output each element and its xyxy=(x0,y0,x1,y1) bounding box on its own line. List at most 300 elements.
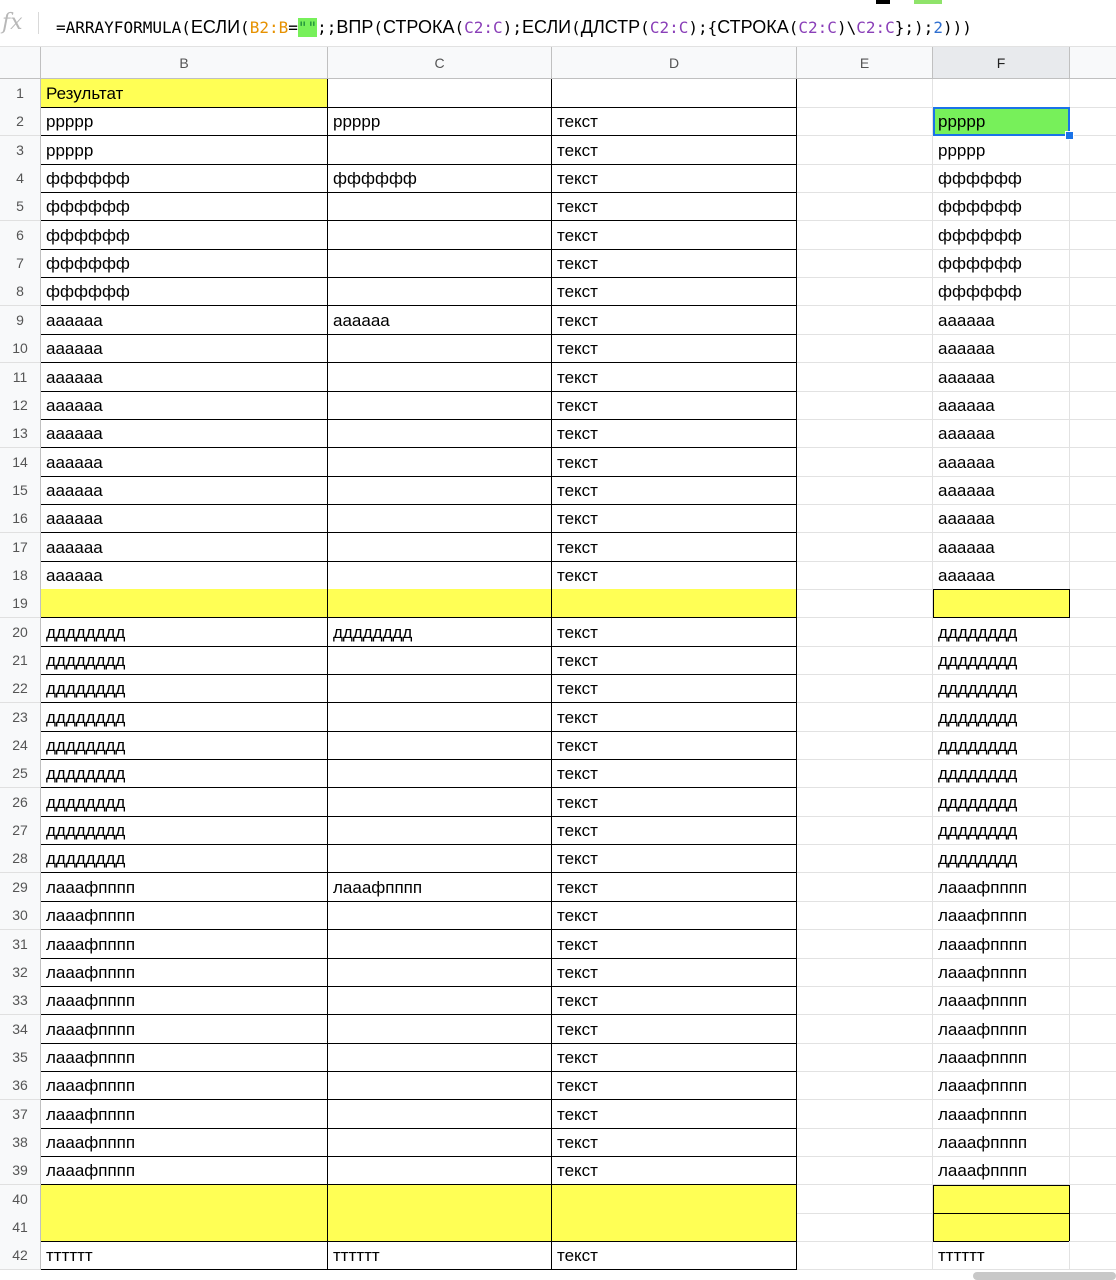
cell-b34[interactable]: лааафпппп xyxy=(41,1015,328,1044)
row-header-30[interactable]: 30 xyxy=(0,901,41,930)
cell-d38[interactable]: текст xyxy=(552,1128,797,1157)
cell-b39[interactable]: лааафпппп xyxy=(41,1156,328,1185)
row-header-17[interactable]: 17 xyxy=(0,533,41,562)
cell-c17[interactable] xyxy=(328,533,552,562)
cell-d16[interactable]: текст xyxy=(552,504,797,533)
cell-b35[interactable]: лааафпппп xyxy=(41,1043,328,1072)
cell-c10[interactable] xyxy=(328,334,552,363)
cell-overflow[interactable] xyxy=(1070,334,1116,363)
cell-f2[interactable]: ррррр xyxy=(933,107,1070,136)
row-header-33[interactable]: 33 xyxy=(0,986,41,1015)
cell-b8[interactable]: фффффф xyxy=(41,277,328,306)
row-header-39[interactable]: 39 xyxy=(0,1156,41,1185)
cell-c33[interactable] xyxy=(328,986,552,1015)
cell-f36[interactable]: лааафпппп xyxy=(933,1071,1070,1100)
cell-b4[interactable]: фффффф xyxy=(41,164,328,193)
row-header-1[interactable]: 1 xyxy=(0,79,41,108)
cell-b38[interactable]: лааафпппп xyxy=(41,1128,328,1157)
row-header-3[interactable]: 3 xyxy=(0,136,41,165)
row-header-5[interactable]: 5 xyxy=(0,192,41,221)
row-header-4[interactable]: 4 xyxy=(0,164,41,193)
cell-f29[interactable]: лааафпппп xyxy=(933,873,1070,902)
cell-b26[interactable]: дддддддд xyxy=(41,788,328,817)
cell-d5[interactable]: текст xyxy=(552,192,797,221)
row-header-41[interactable]: 41 xyxy=(0,1213,41,1242)
cell-e18[interactable] xyxy=(797,561,933,590)
cell-overflow[interactable] xyxy=(1070,1043,1116,1072)
cell-d1[interactable] xyxy=(552,79,797,108)
cell-overflow[interactable] xyxy=(1070,1185,1116,1214)
cell-d8[interactable]: текст xyxy=(552,277,797,306)
cell-c36[interactable] xyxy=(328,1071,552,1100)
cell-c3[interactable] xyxy=(328,136,552,165)
row-header-12[interactable]: 12 xyxy=(0,391,41,420)
cell-overflow[interactable] xyxy=(1070,873,1116,902)
cell-overflow[interactable] xyxy=(1070,79,1116,108)
cell-d27[interactable]: текст xyxy=(552,816,797,845)
cell-e42[interactable] xyxy=(797,1241,933,1270)
cell-e27[interactable] xyxy=(797,816,933,845)
cell-b41[interactable] xyxy=(41,1213,328,1242)
cell-f7[interactable]: фффффф xyxy=(933,249,1070,278)
row-header-21[interactable]: 21 xyxy=(0,646,41,675)
row-header-32[interactable]: 32 xyxy=(0,958,41,987)
cell-c23[interactable] xyxy=(328,703,552,732)
cell-d37[interactable]: текст xyxy=(552,1100,797,1129)
cell-f37[interactable]: лааафпппп xyxy=(933,1100,1070,1129)
cell-b19[interactable] xyxy=(41,589,328,618)
cell-b13[interactable]: аааааа xyxy=(41,419,328,448)
cell-c41[interactable] xyxy=(328,1213,552,1242)
cell-overflow[interactable] xyxy=(1070,618,1116,647)
cell-d39[interactable]: текст xyxy=(552,1156,797,1185)
cell-b28[interactable]: дддддддд xyxy=(41,844,328,873)
cell-d17[interactable]: текст xyxy=(552,533,797,562)
cell-overflow[interactable] xyxy=(1070,1071,1116,1100)
cell-f33[interactable]: лааафпппп xyxy=(933,986,1070,1015)
cell-c22[interactable] xyxy=(328,674,552,703)
cell-e22[interactable] xyxy=(797,674,933,703)
cell-overflow[interactable] xyxy=(1070,136,1116,165)
cell-b12[interactable]: аааааа xyxy=(41,391,328,420)
cell-b15[interactable]: аааааа xyxy=(41,476,328,505)
cell-b33[interactable]: лааафпппп xyxy=(41,986,328,1015)
row-header-29[interactable]: 29 xyxy=(0,873,41,902)
cell-c19[interactable] xyxy=(328,589,552,618)
cell-f25[interactable]: дддддддд xyxy=(933,759,1070,788)
cell-d18[interactable]: текст xyxy=(552,561,797,590)
cell-overflow[interactable] xyxy=(1070,363,1116,392)
cell-b1[interactable]: Результат xyxy=(41,79,328,108)
cell-overflow[interactable] xyxy=(1070,1128,1116,1157)
cell-d12[interactable]: текст xyxy=(552,391,797,420)
cell-b3[interactable]: ррррр xyxy=(41,136,328,165)
cell-overflow[interactable] xyxy=(1070,844,1116,873)
cell-b11[interactable]: аааааа xyxy=(41,363,328,392)
row-header-23[interactable]: 23 xyxy=(0,703,41,732)
cell-d10[interactable]: текст xyxy=(552,334,797,363)
cell-e17[interactable] xyxy=(797,533,933,562)
row-header-38[interactable]: 38 xyxy=(0,1128,41,1157)
cell-e9[interactable] xyxy=(797,306,933,335)
row-header-19[interactable]: 19 xyxy=(0,589,41,618)
column-header-c[interactable]: C xyxy=(328,47,552,79)
cell-e35[interactable] xyxy=(797,1043,933,1072)
cell-e12[interactable] xyxy=(797,391,933,420)
cell-d19[interactable] xyxy=(552,589,797,618)
cell-c31[interactable] xyxy=(328,930,552,959)
cell-e8[interactable] xyxy=(797,277,933,306)
cell-d2[interactable]: текст xyxy=(552,107,797,136)
cell-f3[interactable]: ррррр xyxy=(933,136,1070,165)
cell-e11[interactable] xyxy=(797,363,933,392)
cell-e36[interactable] xyxy=(797,1071,933,1100)
cell-e21[interactable] xyxy=(797,646,933,675)
cell-f11[interactable]: аааааа xyxy=(933,363,1070,392)
cell-b9[interactable]: аааааа xyxy=(41,306,328,335)
cell-f17[interactable]: аааааа xyxy=(933,533,1070,562)
cell-overflow[interactable] xyxy=(1070,504,1116,533)
cell-f15[interactable]: аааааа xyxy=(933,476,1070,505)
cell-b6[interactable]: фффффф xyxy=(41,221,328,250)
cell-d31[interactable]: текст xyxy=(552,930,797,959)
cell-c12[interactable] xyxy=(328,391,552,420)
cell-e3[interactable] xyxy=(797,136,933,165)
cell-e31[interactable] xyxy=(797,930,933,959)
row-header-9[interactable]: 9 xyxy=(0,306,41,335)
select-all-corner[interactable] xyxy=(0,47,41,79)
cell-c4[interactable]: фффффф xyxy=(328,164,552,193)
cell-f1[interactable] xyxy=(933,79,1070,108)
cell-f40[interactable] xyxy=(933,1185,1070,1214)
cell-c29[interactable]: лааафпппп xyxy=(328,873,552,902)
cell-overflow[interactable] xyxy=(1070,901,1116,930)
cell-d34[interactable]: текст xyxy=(552,1015,797,1044)
cell-d13[interactable]: текст xyxy=(552,419,797,448)
cell-c1[interactable] xyxy=(328,79,552,108)
cell-f32[interactable]: лааафпппп xyxy=(933,958,1070,987)
cell-d40[interactable] xyxy=(552,1185,797,1214)
cell-overflow[interactable] xyxy=(1070,1100,1116,1129)
cell-e29[interactable] xyxy=(797,873,933,902)
cell-c9[interactable]: аааааа xyxy=(328,306,552,335)
cell-d20[interactable]: текст xyxy=(552,618,797,647)
cell-c13[interactable] xyxy=(328,419,552,448)
cell-overflow[interactable] xyxy=(1070,476,1116,505)
cell-c42[interactable]: тттттт xyxy=(328,1241,552,1270)
cell-overflow[interactable] xyxy=(1070,391,1116,420)
cell-d26[interactable]: текст xyxy=(552,788,797,817)
cell-c14[interactable] xyxy=(328,448,552,477)
cell-b25[interactable]: дддддддд xyxy=(41,759,328,788)
cell-c15[interactable] xyxy=(328,476,552,505)
cell-e33[interactable] xyxy=(797,986,933,1015)
row-header-16[interactable]: 16 xyxy=(0,504,41,533)
row-header-27[interactable]: 27 xyxy=(0,816,41,845)
row-header-20[interactable]: 20 xyxy=(0,618,41,647)
formula-input[interactable]: =ARRAYFORMULA(ЕСЛИ(B2:B="";;ВПР(СТРОКА(C2:C);ЕСЛИ(ДЛСТР(C2:C);{СТРОКА(C2:C)\C2:C};);2))) xyxy=(56,17,972,37)
cell-d21[interactable]: текст xyxy=(552,646,797,675)
cell-c30[interactable] xyxy=(328,901,552,930)
fill-handle[interactable] xyxy=(1065,131,1074,140)
cell-c38[interactable] xyxy=(328,1128,552,1157)
cell-d7[interactable]: текст xyxy=(552,249,797,278)
cell-d25[interactable]: текст xyxy=(552,759,797,788)
cell-c25[interactable] xyxy=(328,759,552,788)
cell-e10[interactable] xyxy=(797,334,933,363)
cell-overflow[interactable] xyxy=(1070,731,1116,760)
cell-overflow[interactable] xyxy=(1070,986,1116,1015)
cell-f16[interactable]: аааааа xyxy=(933,504,1070,533)
cell-b40[interactable] xyxy=(41,1185,328,1214)
cell-overflow[interactable] xyxy=(1070,816,1116,845)
row-header-7[interactable]: 7 xyxy=(0,249,41,278)
cell-overflow[interactable] xyxy=(1070,561,1116,590)
cell-b31[interactable]: лааафпппп xyxy=(41,930,328,959)
cell-e38[interactable] xyxy=(797,1128,933,1157)
column-header-e[interactable]: E xyxy=(797,47,933,79)
cell-e23[interactable] xyxy=(797,703,933,732)
cell-b20[interactable]: дддддддд xyxy=(41,618,328,647)
cell-c11[interactable] xyxy=(328,363,552,392)
cell-e34[interactable] xyxy=(797,1015,933,1044)
cell-overflow[interactable] xyxy=(1070,221,1116,250)
cell-overflow[interactable] xyxy=(1070,1156,1116,1185)
cell-b10[interactable]: аааааа xyxy=(41,334,328,363)
cell-c16[interactable] xyxy=(328,504,552,533)
cell-c28[interactable] xyxy=(328,844,552,873)
cell-overflow[interactable] xyxy=(1070,646,1116,675)
cell-e41[interactable] xyxy=(797,1213,933,1242)
cell-overflow[interactable] xyxy=(1070,1213,1116,1242)
cell-d11[interactable]: текст xyxy=(552,363,797,392)
row-header-8[interactable]: 8 xyxy=(0,277,41,306)
cell-b42[interactable]: тттттт xyxy=(41,1241,328,1270)
cell-b17[interactable]: аааааа xyxy=(41,533,328,562)
cell-e30[interactable] xyxy=(797,901,933,930)
row-header-15[interactable]: 15 xyxy=(0,476,41,505)
cell-c6[interactable] xyxy=(328,221,552,250)
cell-d28[interactable]: текст xyxy=(552,844,797,873)
cell-d14[interactable]: текст xyxy=(552,448,797,477)
cell-b16[interactable]: аааааа xyxy=(41,504,328,533)
cell-d15[interactable]: текст xyxy=(552,476,797,505)
row-header-36[interactable]: 36 xyxy=(0,1071,41,1100)
row-header-24[interactable]: 24 xyxy=(0,731,41,760)
cell-d3[interactable]: текст xyxy=(552,136,797,165)
cell-b21[interactable]: дддддддд xyxy=(41,646,328,675)
cell-f12[interactable]: аааааа xyxy=(933,391,1070,420)
cell-e25[interactable] xyxy=(797,759,933,788)
cell-overflow[interactable] xyxy=(1070,306,1116,335)
cell-c27[interactable] xyxy=(328,816,552,845)
cell-f39[interactable]: лааафпппп xyxy=(933,1156,1070,1185)
cell-overflow[interactable] xyxy=(1070,703,1116,732)
cell-f5[interactable]: фффффф xyxy=(933,192,1070,221)
cell-f8[interactable]: фффффф xyxy=(933,277,1070,306)
column-header-b[interactable]: B xyxy=(41,47,328,79)
cell-e5[interactable] xyxy=(797,192,933,221)
cell-f13[interactable]: аааааа xyxy=(933,419,1070,448)
row-header-18[interactable]: 18 xyxy=(0,561,41,590)
cell-e37[interactable] xyxy=(797,1100,933,1129)
cell-c35[interactable] xyxy=(328,1043,552,1072)
cell-f42[interactable]: тттттт xyxy=(933,1241,1070,1270)
cell-e2[interactable] xyxy=(797,107,933,136)
cell-c24[interactable] xyxy=(328,731,552,760)
cell-e20[interactable] xyxy=(797,618,933,647)
cell-overflow[interactable] xyxy=(1070,107,1116,136)
cell-overflow[interactable] xyxy=(1070,277,1116,306)
cell-e16[interactable] xyxy=(797,504,933,533)
cell-f27[interactable]: дддддддд xyxy=(933,816,1070,845)
cell-c8[interactable] xyxy=(328,277,552,306)
cell-d24[interactable]: текст xyxy=(552,731,797,760)
cell-c34[interactable] xyxy=(328,1015,552,1044)
cell-overflow[interactable] xyxy=(1070,164,1116,193)
cell-e7[interactable] xyxy=(797,249,933,278)
cell-f38[interactable]: лааафпппп xyxy=(933,1128,1070,1157)
cell-e15[interactable] xyxy=(797,476,933,505)
cell-b37[interactable]: лааафпппп xyxy=(41,1100,328,1129)
cell-c21[interactable] xyxy=(328,646,552,675)
cell-b29[interactable]: лааафпппп xyxy=(41,873,328,902)
cell-f35[interactable]: лааафпппп xyxy=(933,1043,1070,1072)
cell-c40[interactable] xyxy=(328,1185,552,1214)
cell-overflow[interactable] xyxy=(1070,249,1116,278)
row-header-35[interactable]: 35 xyxy=(0,1043,41,1072)
row-header-31[interactable]: 31 xyxy=(0,930,41,959)
row-header-37[interactable]: 37 xyxy=(0,1100,41,1129)
cell-b7[interactable]: фффффф xyxy=(41,249,328,278)
cell-f34[interactable]: лааафпппп xyxy=(933,1015,1070,1044)
cell-overflow[interactable] xyxy=(1070,788,1116,817)
cell-d6[interactable]: текст xyxy=(552,221,797,250)
cell-b36[interactable]: лааафпппп xyxy=(41,1071,328,1100)
cell-overflow[interactable] xyxy=(1070,192,1116,221)
cell-e32[interactable] xyxy=(797,958,933,987)
cell-d29[interactable]: текст xyxy=(552,873,797,902)
cell-f9[interactable]: аааааа xyxy=(933,306,1070,335)
cell-f10[interactable]: аааааа xyxy=(933,334,1070,363)
cell-b14[interactable]: аааааа xyxy=(41,448,328,477)
cell-d32[interactable]: текст xyxy=(552,958,797,987)
cell-overflow[interactable] xyxy=(1070,759,1116,788)
cell-f22[interactable]: дддддддд xyxy=(933,674,1070,703)
cell-f19[interactable] xyxy=(933,589,1070,618)
cell-overflow[interactable] xyxy=(1070,674,1116,703)
cell-b5[interactable]: фффффф xyxy=(41,192,328,221)
row-header-28[interactable]: 28 xyxy=(0,844,41,873)
cell-c32[interactable] xyxy=(328,958,552,987)
cell-c26[interactable] xyxy=(328,788,552,817)
cell-overflow[interactable] xyxy=(1070,448,1116,477)
cell-b22[interactable]: дддддддд xyxy=(41,674,328,703)
row-header-14[interactable]: 14 xyxy=(0,448,41,477)
cell-d36[interactable]: текст xyxy=(552,1071,797,1100)
cell-overflow[interactable] xyxy=(1070,930,1116,959)
cell-f41[interactable] xyxy=(933,1213,1070,1242)
cell-f23[interactable]: дддддддд xyxy=(933,703,1070,732)
cell-d9[interactable]: текст xyxy=(552,306,797,335)
cell-f6[interactable]: фффффф xyxy=(933,221,1070,250)
cell-f30[interactable]: лааафпппп xyxy=(933,901,1070,930)
toolbar-color-swatch-black[interactable] xyxy=(876,0,890,4)
cell-c7[interactable] xyxy=(328,249,552,278)
cell-d41[interactable] xyxy=(552,1213,797,1242)
cell-overflow[interactable] xyxy=(1070,958,1116,987)
row-header-22[interactable]: 22 xyxy=(0,674,41,703)
cell-b30[interactable]: лааафпппп xyxy=(41,901,328,930)
cell-e39[interactable] xyxy=(797,1156,933,1185)
cell-b27[interactable]: дддддддд xyxy=(41,816,328,845)
row-header-25[interactable]: 25 xyxy=(0,759,41,788)
cell-c20[interactable]: дддддддд xyxy=(328,618,552,647)
row-header-26[interactable]: 26 xyxy=(0,788,41,817)
column-header-d[interactable]: D xyxy=(552,47,797,79)
cell-f21[interactable]: дддддддд xyxy=(933,646,1070,675)
cell-f26[interactable]: дддддддд xyxy=(933,788,1070,817)
cell-c39[interactable] xyxy=(328,1156,552,1185)
cell-b32[interactable]: лааафпппп xyxy=(41,958,328,987)
cell-e24[interactable] xyxy=(797,731,933,760)
cell-d23[interactable]: текст xyxy=(552,703,797,732)
cell-e19[interactable] xyxy=(797,589,933,618)
row-header-34[interactable]: 34 xyxy=(0,1015,41,1044)
cell-e1[interactable] xyxy=(797,79,933,108)
cell-e4[interactable] xyxy=(797,164,933,193)
row-header-6[interactable]: 6 xyxy=(0,221,41,250)
row-header-40[interactable]: 40 xyxy=(0,1185,41,1214)
toolbar-color-swatch-green[interactable] xyxy=(914,0,942,4)
cell-f14[interactable]: аааааа xyxy=(933,448,1070,477)
cell-e13[interactable] xyxy=(797,419,933,448)
cell-d33[interactable]: текст xyxy=(552,986,797,1015)
row-header-11[interactable]: 11 xyxy=(0,363,41,392)
cell-overflow[interactable] xyxy=(1070,589,1116,618)
cell-f4[interactable]: фффффф xyxy=(933,164,1070,193)
cell-e28[interactable] xyxy=(797,844,933,873)
cell-b18[interactable]: аааааа xyxy=(41,561,328,590)
cell-c5[interactable] xyxy=(328,192,552,221)
cell-d4[interactable]: текст xyxy=(552,164,797,193)
cell-d42[interactable]: текст xyxy=(552,1241,797,1270)
cell-e40[interactable] xyxy=(797,1185,933,1214)
cell-b2[interactable]: ррррр xyxy=(41,107,328,136)
cell-overflow[interactable] xyxy=(1070,419,1116,448)
cell-e14[interactable] xyxy=(797,448,933,477)
cell-f18[interactable]: аааааа xyxy=(933,561,1070,590)
column-header-f[interactable]: F xyxy=(933,47,1070,79)
row-header-10[interactable]: 10 xyxy=(0,334,41,363)
cell-d22[interactable]: текст xyxy=(552,674,797,703)
row-header-42[interactable]: 42 xyxy=(0,1241,41,1270)
cell-overflow[interactable] xyxy=(1070,1015,1116,1044)
cell-c37[interactable] xyxy=(328,1100,552,1129)
cell-overflow[interactable] xyxy=(1070,533,1116,562)
cell-f31[interactable]: лааафпппп xyxy=(933,930,1070,959)
horizontal-scrollbar[interactable] xyxy=(973,1272,1116,1280)
cell-c2[interactable]: ррррр xyxy=(328,107,552,136)
row-header-2[interactable]: 2 xyxy=(0,107,41,136)
cell-f24[interactable]: дддддддд xyxy=(933,731,1070,760)
cell-b23[interactable]: дддддддд xyxy=(41,703,328,732)
cell-e6[interactable] xyxy=(797,221,933,250)
cell-f28[interactable]: дддддддд xyxy=(933,844,1070,873)
row-header-13[interactable]: 13 xyxy=(0,419,41,448)
cell-d30[interactable]: текст xyxy=(552,901,797,930)
cell-f20[interactable]: дддддддд xyxy=(933,618,1070,647)
